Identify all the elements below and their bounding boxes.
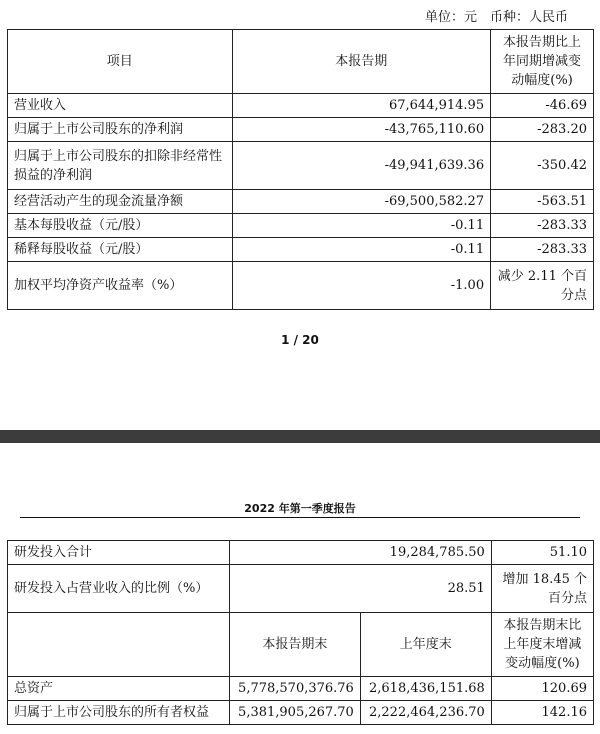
table-header-row bbox=[8, 613, 594, 677]
table-row bbox=[8, 677, 594, 701]
header-item bbox=[8, 613, 230, 677]
row-current: 5,381,905,267.70 bbox=[229, 701, 360, 725]
row-value: -43,765,110.60 bbox=[232, 118, 491, 142]
table-row bbox=[8, 118, 594, 142]
table-row bbox=[8, 262, 594, 310]
row-value: -1.00 bbox=[232, 262, 491, 310]
row-change: -283.20 bbox=[491, 118, 594, 142]
row-label: 归属于上市公司股东的净利润 bbox=[8, 118, 233, 142]
header-yoy-change: 本报告期比上年同期增减变动幅度(%) bbox=[491, 30, 594, 94]
row-current: 5,778,570,376.76 bbox=[229, 677, 360, 701]
financial-data-table bbox=[7, 29, 594, 310]
table-row bbox=[8, 142, 594, 190]
row-label: 总资产 bbox=[8, 677, 230, 701]
row-prior: 2,618,436,151.68 bbox=[360, 677, 491, 701]
table-row bbox=[8, 214, 594, 238]
row-prior: 2,222,464,236.70 bbox=[360, 701, 491, 725]
header-change: 本报告期末比上年度末增减变动幅度(%) bbox=[491, 613, 593, 677]
row-label: 研发投入占营业收入的比例（%） bbox=[8, 565, 230, 613]
table-row bbox=[8, 565, 594, 613]
header-item: 项目 bbox=[8, 30, 233, 94]
title-underline bbox=[20, 517, 580, 518]
row-label: 稀释每股收益（元/股） bbox=[8, 238, 233, 262]
table-row bbox=[8, 238, 594, 262]
row-change: 增加 18.45 个百分点 bbox=[491, 565, 593, 613]
header-current-period: 本报告期 bbox=[232, 30, 491, 94]
report-title: 2022 年第一季度报告 bbox=[244, 502, 356, 515]
page-divider bbox=[0, 430, 600, 443]
row-label: 经营活动产生的现金流量净额 bbox=[8, 190, 233, 214]
row-value: 19,284,785.50 bbox=[229, 541, 491, 565]
unit-currency-label: 单位：元 币种：人民币 bbox=[424, 10, 568, 25]
row-change: -563.51 bbox=[491, 190, 594, 214]
row-change: -46.69 bbox=[491, 94, 594, 118]
row-value: -49,941,639.36 bbox=[232, 142, 491, 190]
table-row bbox=[8, 190, 594, 214]
rd-assets-table bbox=[7, 540, 594, 725]
row-change: 142.16 bbox=[491, 701, 593, 725]
row-label: 基本每股收益（元/股） bbox=[8, 214, 233, 238]
row-value: 67,644,914.95 bbox=[232, 94, 491, 118]
row-change: -283.33 bbox=[491, 214, 594, 238]
row-value: -69,500,582.27 bbox=[232, 190, 491, 214]
row-label: 归属于上市公司股东的所有者权益 bbox=[8, 701, 230, 725]
row-change: -283.33 bbox=[491, 238, 594, 262]
page-number: 1 / 20 bbox=[281, 333, 319, 347]
table-row bbox=[8, 541, 594, 565]
row-change: 120.69 bbox=[491, 677, 593, 701]
table-row bbox=[8, 94, 594, 118]
header-period-end: 本报告期末 bbox=[229, 613, 360, 677]
header-prior-year-end: 上年度末 bbox=[360, 613, 491, 677]
row-change: -350.42 bbox=[491, 142, 594, 190]
row-label: 研发投入合计 bbox=[8, 541, 230, 565]
row-change: 51.10 bbox=[491, 541, 593, 565]
row-label: 归属于上市公司股东的扣除非经常性损益的净利润 bbox=[8, 142, 233, 190]
row-value: 28.51 bbox=[229, 565, 491, 613]
row-change: 减少 2.11 个百分点 bbox=[491, 262, 594, 310]
row-value: -0.11 bbox=[232, 214, 491, 238]
table-header-row bbox=[8, 30, 594, 94]
row-value: -0.11 bbox=[232, 238, 491, 262]
row-label: 营业收入 bbox=[8, 94, 233, 118]
row-label: 加权平均净资产收益率（%） bbox=[8, 262, 233, 310]
table-row bbox=[8, 701, 594, 725]
